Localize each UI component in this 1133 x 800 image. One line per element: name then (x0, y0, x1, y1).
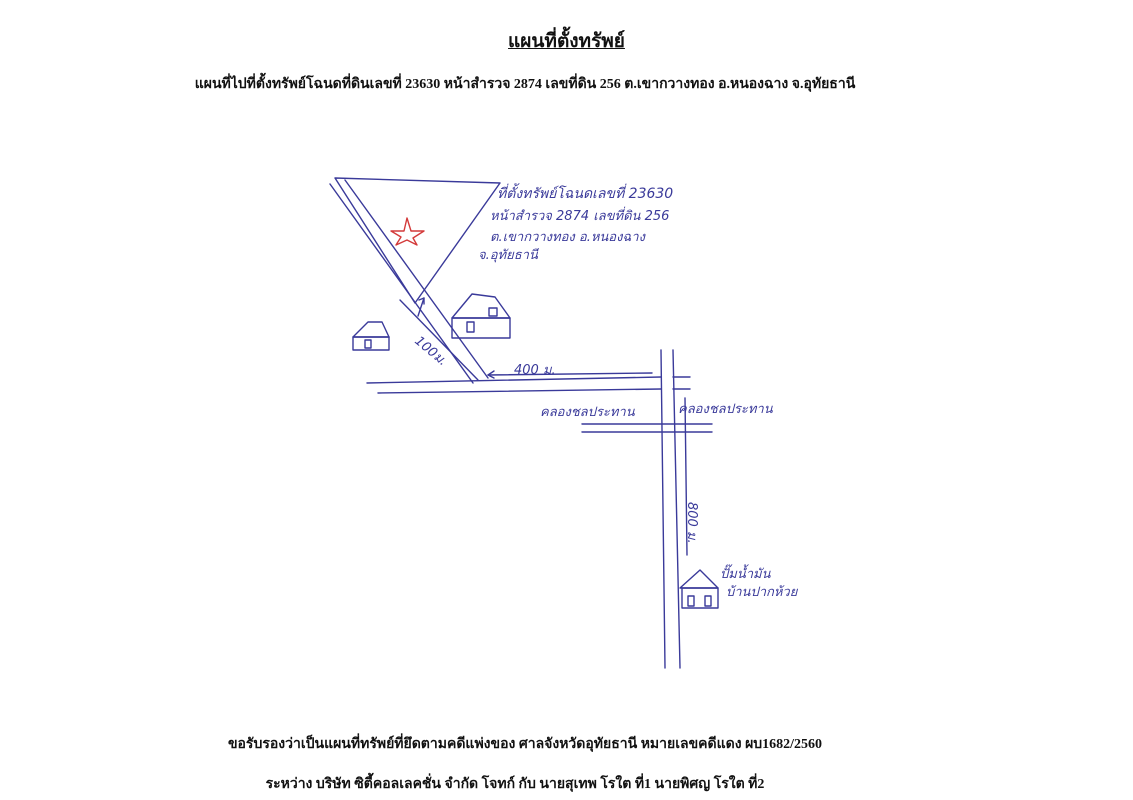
gas-station-icon (680, 570, 718, 608)
land-plot (335, 178, 500, 303)
parties-text: ระหว่าง บริษัท ซิตี้คอลเลคชั่น จำกัด โจทก์ กับ นายสุเทพ โรใต ที่1 นายพิศญ โรใต ที่2 (265, 777, 765, 792)
gas-station-label-line2: บ้านปากห้วย (726, 585, 798, 600)
vertical-road-right-edge (673, 350, 680, 668)
canal-label-right: คลองชลประทาน (678, 402, 773, 417)
house-right-icon (452, 294, 510, 338)
gas-station-label-line1: ปั๊มน้ำมัน (720, 567, 771, 582)
distance-400-label: 400 ม. (514, 363, 556, 378)
vertical-road-left-edge (661, 350, 665, 668)
canal-label-left: คลองชลประทาน (540, 405, 635, 420)
property-note-line2: หน้าสำรวจ 2874 เลขที่ดิน 256 (490, 209, 670, 224)
distance-100-label: 100ม. (411, 333, 450, 370)
certification-text: ขอรับรองว่าเป็นแผนที่ทรัพย์ที่ยึดตามคดีแพ่งของ ศาลจังหวัดอุทัยธานี หมายเลขคดีแดง ผบ1682/2560 (227, 737, 823, 752)
distance-800-label: 800 ม. (684, 502, 699, 544)
main-road-bottom-edge (378, 389, 661, 393)
document-subtitle: แผนที่ไปที่ตั้งทรัพย์โฉนดที่ดินเลขที่ 23630 หน้าสำรวจ 2874 เลขที่ดิน 256 ต.เขากวางทอง อ.หนองฉาง จ.อุทัยธานี (194, 77, 856, 92)
property-note-line4: จ.อุทัยธานี (478, 248, 538, 263)
house-left-icon (353, 322, 389, 350)
document-title: แผนที่ตั้งทรัพย์ (508, 31, 625, 52)
distance-400-arrow (488, 373, 652, 375)
property-note-line3: ต.เขากวางทอง อ.หนองฉาง (490, 230, 645, 245)
property-note-line1: ที่ตั้งทรัพย์โฉนดเลขที่ 23630 (497, 186, 674, 202)
property-star-icon (391, 218, 424, 245)
